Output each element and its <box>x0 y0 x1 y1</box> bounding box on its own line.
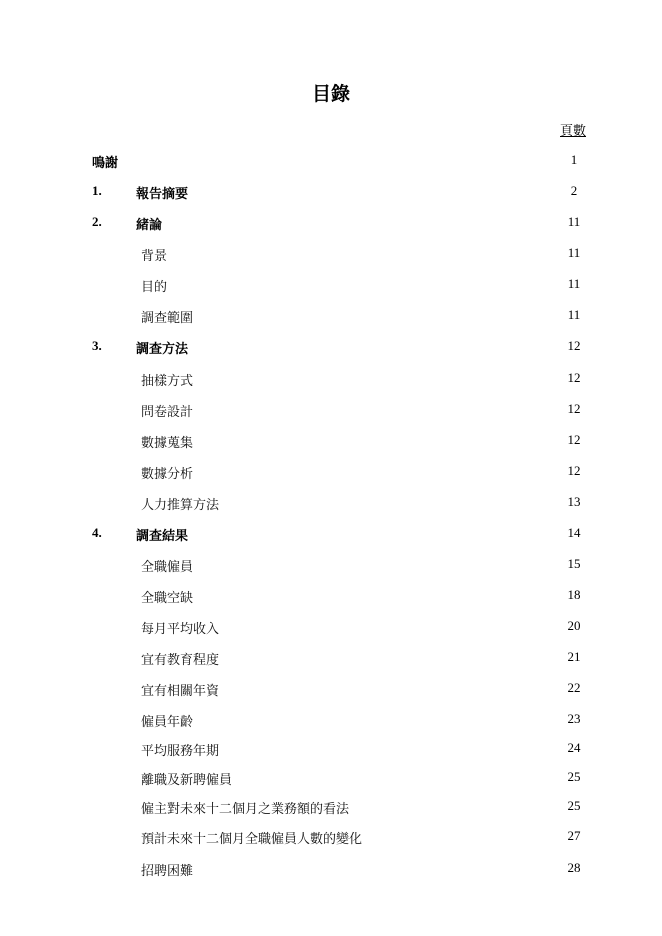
toc-entry-label: 目的 <box>141 280 168 295</box>
toc-entry-label: 調查範圍 <box>141 311 194 326</box>
toc-entry-label: 鳴謝 <box>92 156 119 171</box>
toc-entry <box>0 587 662 607</box>
page-title: 目錄 <box>311 83 350 105</box>
toc-entry-label: 宜有教育程度 <box>141 653 220 668</box>
toc-entry <box>0 711 662 731</box>
toc-entry <box>0 860 662 880</box>
toc-entry <box>0 432 662 452</box>
toc-entry <box>0 680 662 700</box>
toc-entry-page: 2 <box>570 183 578 198</box>
toc-entry-page: 24 <box>567 740 581 755</box>
toc-entry-page: 18 <box>567 587 581 602</box>
toc-entry-page: 27 <box>567 828 581 843</box>
toc-entry-page: 12 <box>567 463 581 478</box>
toc-entry <box>0 494 662 514</box>
toc-entry-label: 預計未來十二個月全職僱員人數的變化 <box>141 832 363 847</box>
toc-entry-page: 15 <box>567 556 581 571</box>
toc-entry <box>0 214 662 234</box>
toc-entry-page: 14 <box>567 525 581 540</box>
toc-entry <box>0 276 662 296</box>
toc-entry-label: 全職空缺 <box>141 591 194 606</box>
toc-entry <box>0 307 662 327</box>
toc-entry <box>0 556 662 576</box>
toc-entry-page: 12 <box>567 338 581 353</box>
toc-entry-page: 11 <box>567 307 581 322</box>
toc-entry-label: 調查方法 <box>136 342 189 357</box>
toc-entry-page: 12 <box>567 432 581 447</box>
toc-entry-number: 3. <box>92 338 102 353</box>
toc-entry-label: 宜有相關年資 <box>141 684 220 699</box>
toc-entry-page: 11 <box>567 245 581 260</box>
toc-entry-number: 4. <box>92 525 102 540</box>
toc-entry-page: 25 <box>567 798 581 813</box>
toc-entry-label: 招聘困難 <box>141 864 194 879</box>
toc-entry-page: 28 <box>567 860 581 875</box>
toc-entry-label: 離職及新聘僱員 <box>141 773 233 788</box>
toc-entry-label: 人力推算方法 <box>141 498 220 513</box>
toc-entry <box>0 798 662 818</box>
toc-entry-label: 問卷設計 <box>141 405 194 420</box>
toc-entry <box>0 649 662 669</box>
toc-entry-label: 背景 <box>141 249 168 264</box>
toc-entry-label: 抽樣方式 <box>141 374 194 389</box>
toc-entry-page: 21 <box>567 649 581 664</box>
toc-entry <box>0 769 662 789</box>
toc-entry-page: 13 <box>567 494 581 509</box>
toc-entry-label: 僱主對未來十二個月之業務額的看法 <box>141 802 350 817</box>
toc-entry-label: 平均服務年期 <box>141 744 220 759</box>
toc-entry <box>0 401 662 421</box>
toc-entry-label: 緒論 <box>136 218 163 233</box>
toc-entry <box>0 152 662 172</box>
toc-entry <box>0 245 662 265</box>
toc-entry-label: 數據分析 <box>141 467 194 482</box>
toc-entry-label: 每月平均收入 <box>141 622 220 637</box>
toc-entry-page: 23 <box>567 711 581 726</box>
toc-entry-number: 1. <box>92 183 102 198</box>
toc-entry-label: 報告摘要 <box>136 187 189 202</box>
toc-entry <box>0 338 662 358</box>
toc-entry-page: 22 <box>567 680 581 695</box>
toc-entry <box>0 618 662 638</box>
toc-entry <box>0 370 662 390</box>
toc-entry <box>0 463 662 483</box>
toc-entry-page: 11 <box>567 276 581 291</box>
toc-entry-label: 僱員年齡 <box>141 715 194 730</box>
toc-entry-label: 調查結果 <box>136 529 189 544</box>
toc-entry-label: 數據蒐集 <box>141 436 194 451</box>
toc-entry <box>0 525 662 545</box>
toc-entry <box>0 183 662 203</box>
toc-entry-page: 12 <box>567 370 581 385</box>
toc-entry <box>0 828 662 848</box>
toc-entry-page: 1 <box>570 152 578 167</box>
toc-entry-page: 12 <box>567 401 581 416</box>
toc-entry <box>0 740 662 760</box>
toc-entry-label: 全職僱員 <box>141 560 194 575</box>
toc-entry-page: 20 <box>567 618 581 633</box>
toc-entry-number: 2. <box>92 214 102 229</box>
toc-entry-page: 11 <box>567 214 581 229</box>
page-column-header: 頁數 <box>560 124 587 139</box>
toc-entry-page: 25 <box>567 769 581 784</box>
